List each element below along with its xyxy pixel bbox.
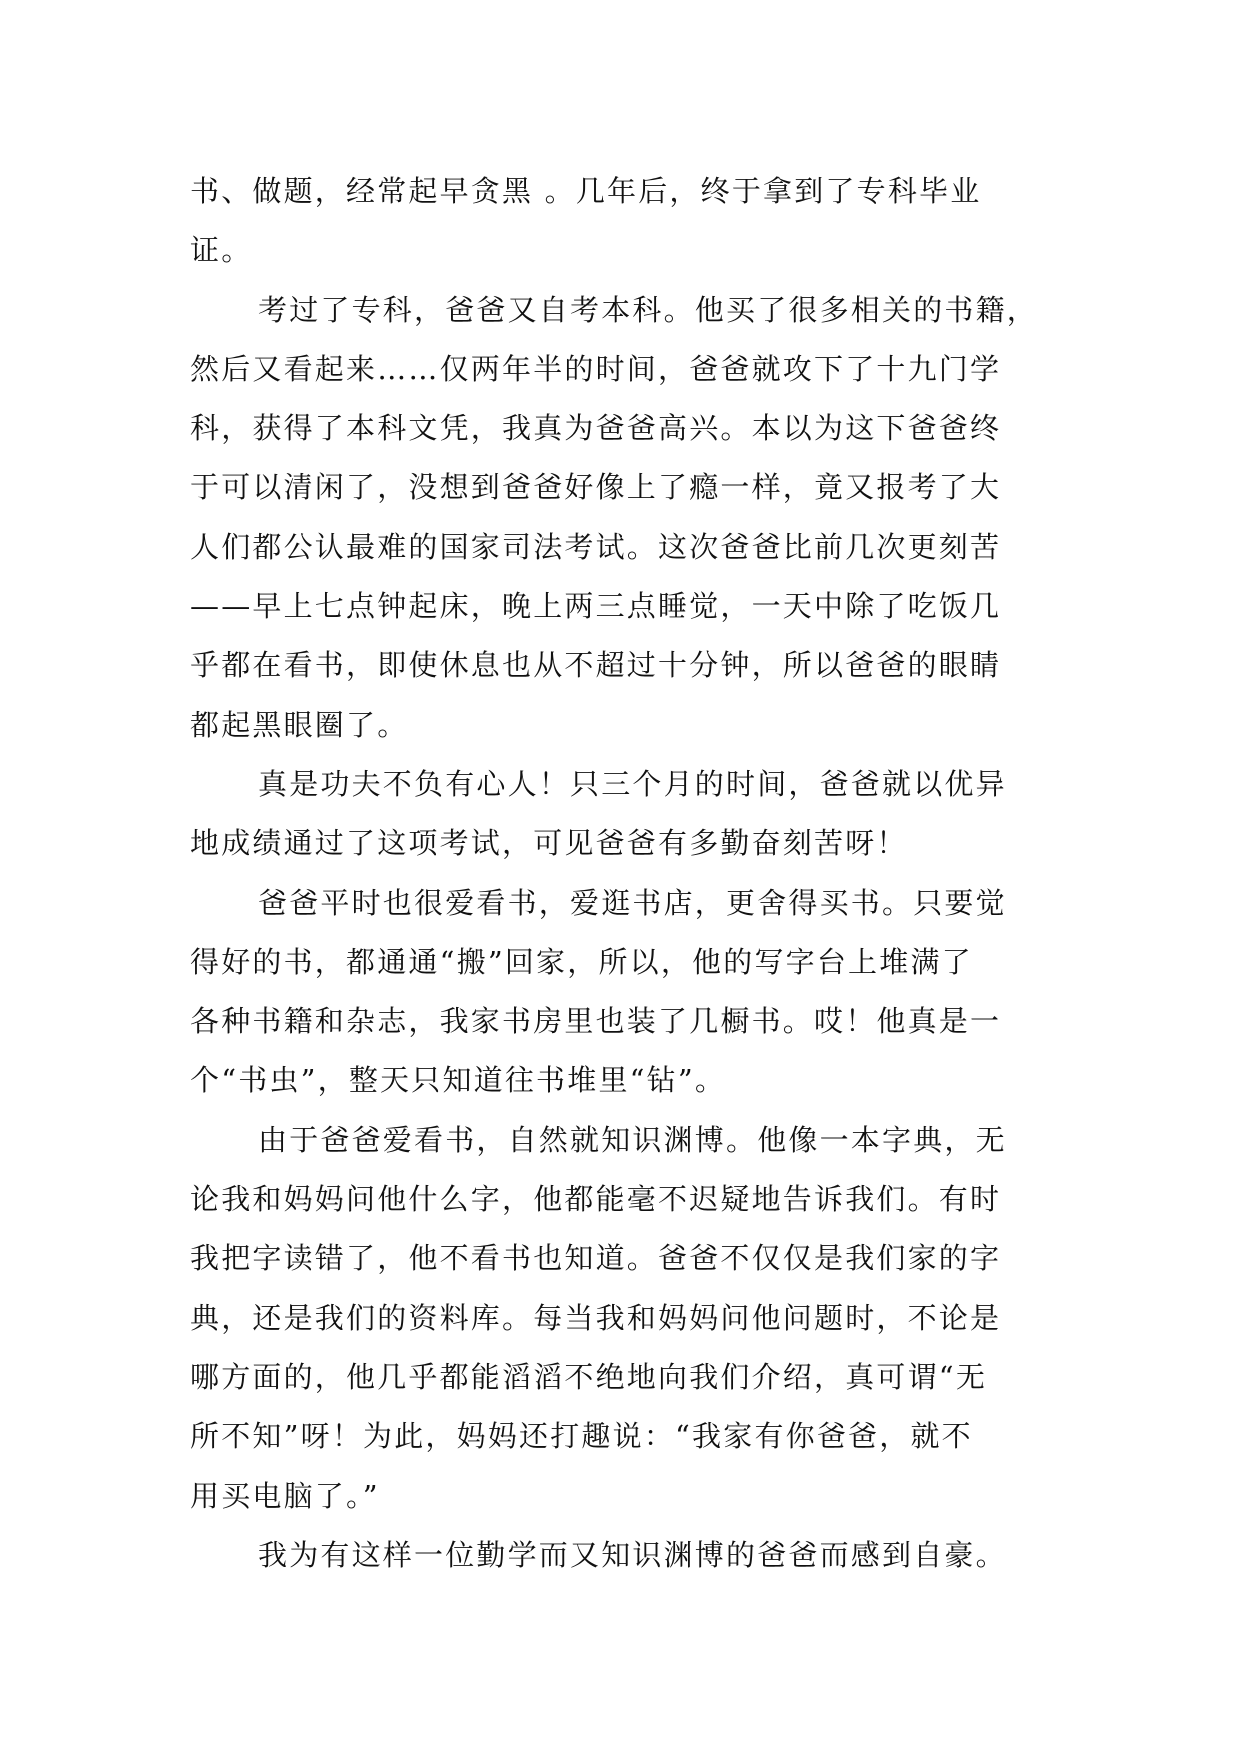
text-line: ——早上七点钟起床，晚上两三点睡觉，一天中除了吃饭几	[190, 589, 1002, 624]
text-line: 人们都公认最难的国家司法考试。这次爸爸比前几次更刻苦	[190, 529, 1002, 564]
text-line: 地成绩通过了这项考试，可见爸爸有多勤奋刻苦呀！	[190, 826, 908, 861]
text-line: 然后又看起来……仅两年半的时间，爸爸就攻下了十九门学	[190, 351, 1002, 386]
text-line: 哪方面的，他几乎都能滔滔不绝地向我们介绍，真可谓“无	[190, 1359, 988, 1394]
text-line: 书、做题，经常起早贪黑 。几年后，终于拿到了专科毕业	[190, 174, 982, 208]
text-line: 所不知”呀！为此，妈妈还打趣说：“我家有你爸爸，就不	[190, 1419, 973, 1454]
text-line: 真是功夫不负有心人！只三个月的时间，爸爸就以优异	[258, 766, 1007, 801]
text-line: 个“书虫”，整天只知道往书堆里“钻”。	[190, 1063, 727, 1098]
text-line: 典，还是我们的资料库。每当我和妈妈问他问题时，不论是	[190, 1300, 1002, 1335]
text-line: 得好的书，都通通“搬”回家，所以，他的写字台上堆满了	[190, 944, 973, 979]
text-line: 于可以清闲了，没想到爸爸好像上了瘾一样，竟又报考了大	[190, 470, 1002, 505]
text-line: 我为有这样一位勤学而又知识渊博的爸爸而感到自豪。	[258, 1537, 1007, 1572]
text-line: 考过了专科，爸爸又自考本科。他买了很多相关的书籍，	[258, 292, 1039, 327]
text-line: 科，获得了本科文凭，我真为爸爸高兴。本以为这下爸爸终	[190, 411, 1002, 446]
text-line: 各种书籍和杂志，我家书房里也装了几橱书。哎！他真是一	[190, 1004, 1002, 1039]
text-line: 证。	[190, 233, 253, 268]
text-line: 我把字读错了，他不看书也知道。爸爸不仅仅是我们家的字	[190, 1241, 1002, 1276]
essay-body	[190, 162, 1070, 1585]
text-line: 都起黑眼圈了。	[190, 707, 409, 742]
text-line: 乎都在看书，即使休息也从不超过十分钟，所以爸爸的眼睛	[190, 648, 1002, 683]
text-line: 爸爸平时也很爱看书，爱逛书店，更舍得买书。只要觉	[258, 885, 1007, 920]
text-line: 论我和妈妈问他什么字，他都能毫不迟疑地告诉我们。有时	[190, 1182, 1002, 1217]
text-line: 由于爸爸爱看书，自然就知识渊博。他像一本字典，无	[258, 1122, 1007, 1157]
text-line: 用买电脑了。”	[190, 1478, 380, 1513]
